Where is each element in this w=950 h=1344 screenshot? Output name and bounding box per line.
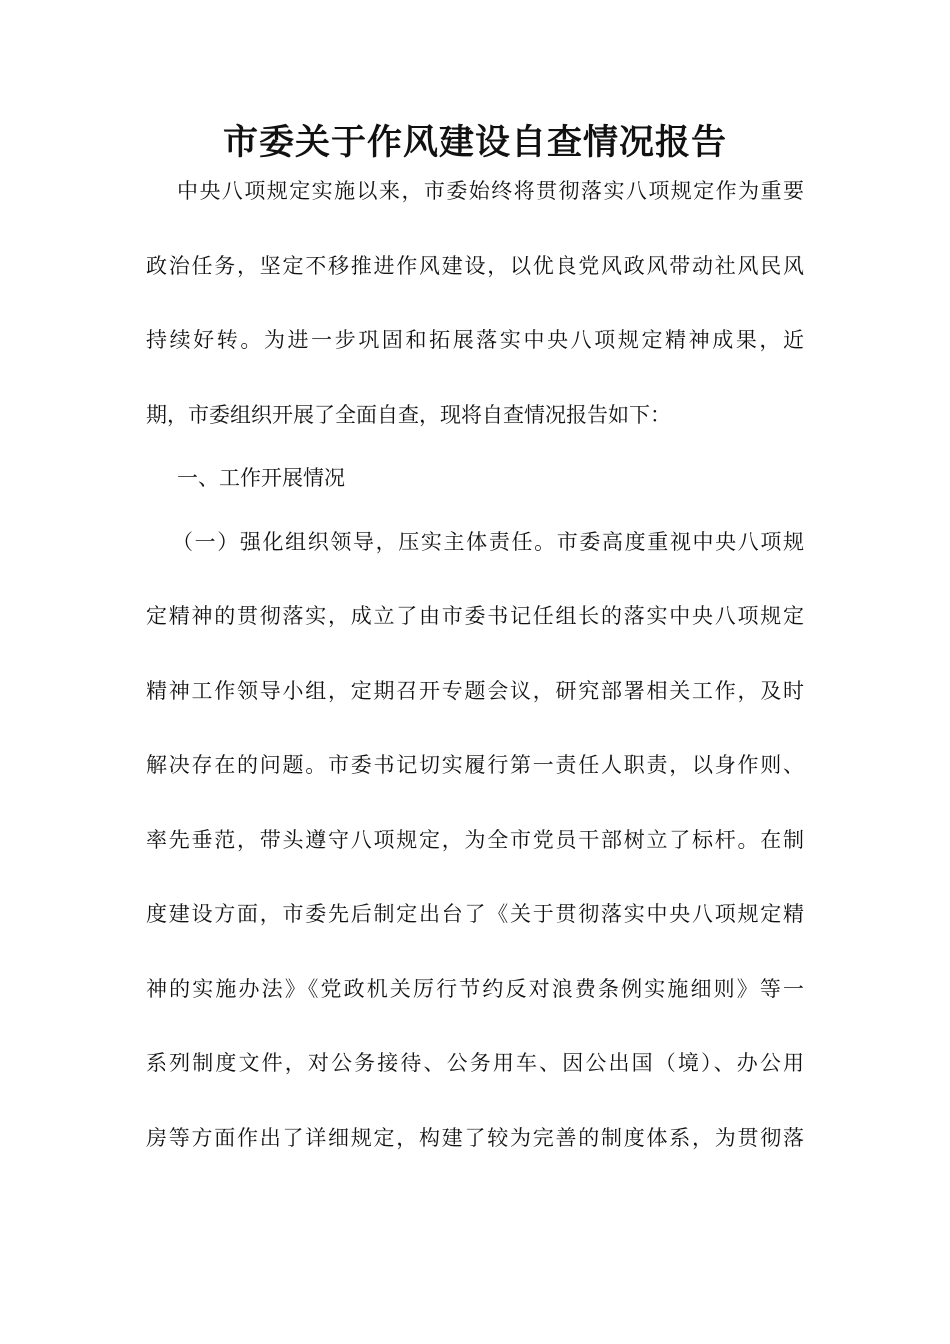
paragraph-line: 解决存在的问题。市委书记切实履行第一责任人职责，以身作则、	[146, 753, 804, 777]
paragraph-line: 中央八项规定实施以来，市委始终将贯彻落实八项规定作为重要	[177, 179, 804, 203]
paragraph-line: 精神工作领导小组，定期召开专题会议，研究部署相关工作，及时	[146, 679, 804, 703]
paragraph-line: 率先垂范，带头遵守八项规定，为全市党员干部树立了标杆。在制	[146, 828, 804, 852]
paragraph-line: 系列制度文件，对公务接待、公务用车、因公出国（境）、办公用	[146, 1051, 804, 1075]
document-title: 市委关于作风建设自查情况报告	[222, 123, 727, 163]
paragraph-line: 期，市委组织开展了全面自查，现将自查情况报告如下：	[146, 403, 671, 427]
paragraph-line: 房等方面作出了详细规定，构建了较为完善的制度体系，为贯彻落	[146, 1126, 804, 1150]
section-heading: 一、工作开展情况	[177, 466, 345, 490]
paragraph-line: 政治任务，坚定不移推进作风建设，以优良党风政风带动社风民风	[146, 254, 804, 278]
paragraph-line: 持续好转。为进一步巩固和拓展落实中央八项规定精神成果，近	[146, 328, 804, 352]
paragraph-line: （一）强化组织领导，压实主体责任。市委高度重视中央八项规	[172, 530, 804, 554]
paragraph-line: 定精神的贯彻落实，成立了由市委书记任组长的落实中央八项规定	[146, 604, 804, 628]
paragraph-line: 神的实施办法》《党政机关厉行节约反对浪费条例实施细则》等一	[146, 977, 804, 1001]
paragraph-line: 度建设方面，市委先后制定出台了《关于贯彻落实中央八项规定精	[146, 902, 804, 926]
